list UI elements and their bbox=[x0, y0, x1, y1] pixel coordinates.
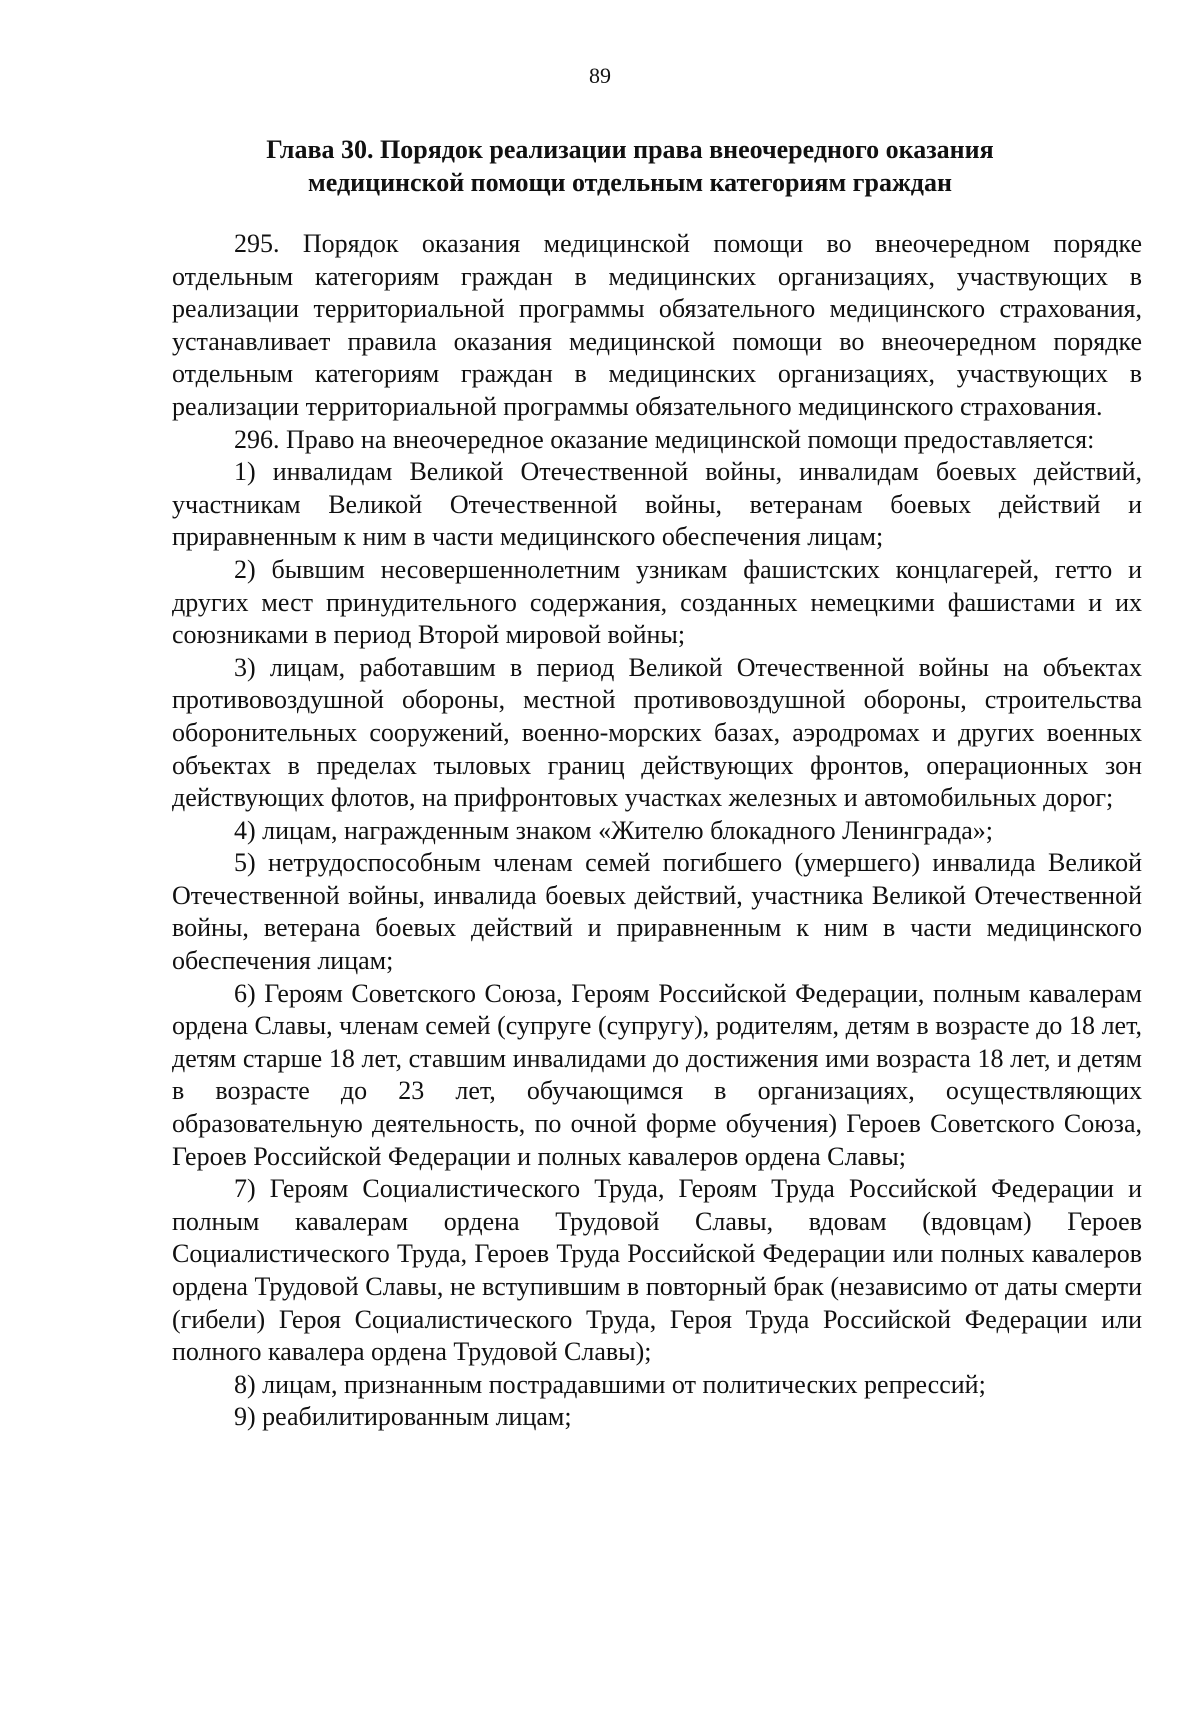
list-item-1: 1) инвалидам Великой Отечественной войны, инвалидам боевых действий, участникам Великой Отечественной войны, ветеранам боевых действий и приравненным к ним в части медицинского обеспечения лицам; bbox=[172, 457, 1142, 552]
chapter-heading bbox=[200, 133, 1060, 199]
document-body bbox=[172, 228, 1142, 1434]
list-item-9: 9) реабилитированным лицам; bbox=[234, 1402, 572, 1432]
chapter-heading-line-1: Глава 30. Порядок реализации права внеочередного оказания bbox=[266, 135, 994, 164]
list-item-4: 4) лицам, награжденным знаком «Жителю блокадного Ленинграда»; bbox=[234, 815, 994, 845]
list-item-8: 8) лицам, признанным пострадавшими от политических репрессий; bbox=[234, 1369, 986, 1399]
list-item-2: 2) бывшим несовершеннолетним узникам фашистских концлагерей, гетто и других мест принудительного содержания, созданных немецкими фашистами и их союзниками в период Второй мировой войны; bbox=[172, 554, 1142, 650]
list-item-3: 3) лицам, работавшим в период Великой Отечественной войны на объектах противовоздушной обороны, местной противовоздушной обороны, строительства оборонительных сооружений, военно-морских базах, аэродромах и других военных объектах в пределах тыловых границ действующих фронтов, операционных зон действующих флотов, на прифронтовых участках железных и автомобильных дорог; bbox=[172, 652, 1142, 813]
list-item-5: 5) нетрудоспособным членам семей погибшего (умершего) инвалида Великой Отечественной войны, инвалида боевых действий, участника Великой Отечественной войны, ветерана боевых действий и приравненным к ним в части медицинского обеспечения лицам; bbox=[172, 848, 1142, 976]
paragraph-296: 296. Право на внеочередное оказание медицинской помощи предоставляется: bbox=[234, 424, 1095, 454]
list-item-6: 6) Героям Советского Союза, Героям Российской Федерации, полным кавалерам ордена Славы, членам семей (супруге (супругу), родителям, детям в возрасте до 18 лет, детям старше 18 лет, ставшим инвалидами до достижения ими возраста 18 лет, и детям в возрасте до 23 лет, обучающимся в организациях, осуществляющих образовательную деятельность, по очной форме обучения) Героев Советского Союза, Героев Российской Федерации и полных кавалеров ордена Славы; bbox=[172, 978, 1142, 1171]
chapter-heading-line-2: медицинской помощи отдельным категориям граждан bbox=[308, 168, 952, 197]
page-number: 89 bbox=[589, 63, 611, 88]
list-item-7: 7) Героям Социалистического Труда, Героям Труда Российской Федерации и полным кавалерам ордена Трудовой Славы, вдовам (вдовцам) Героев Социалистического Труда, Героев Труда Российской Федерации или полных кавалеров ордена Трудовой Славы, не вступившим в повторный брак (независимо от даты смерти (гибели) Героя Социалистического Труда, Героя Труда Российской Федерации или полного кавалера ордена Трудовой Славы); bbox=[172, 1174, 1142, 1367]
paragraph-295: 295. Порядок оказания медицинской помощи во внеочередном порядке отдельным категориям граждан в медицинских организациях, участвующих в реализации территориальной программы обязательного медицинского страхования, устанавливает правила оказания медицинской помощи во внеочередном порядке отдельным категориям граждан в медицинских организациях, участвующих в реализации территориальной программы обязательного медицинского страхования. bbox=[172, 229, 1142, 421]
